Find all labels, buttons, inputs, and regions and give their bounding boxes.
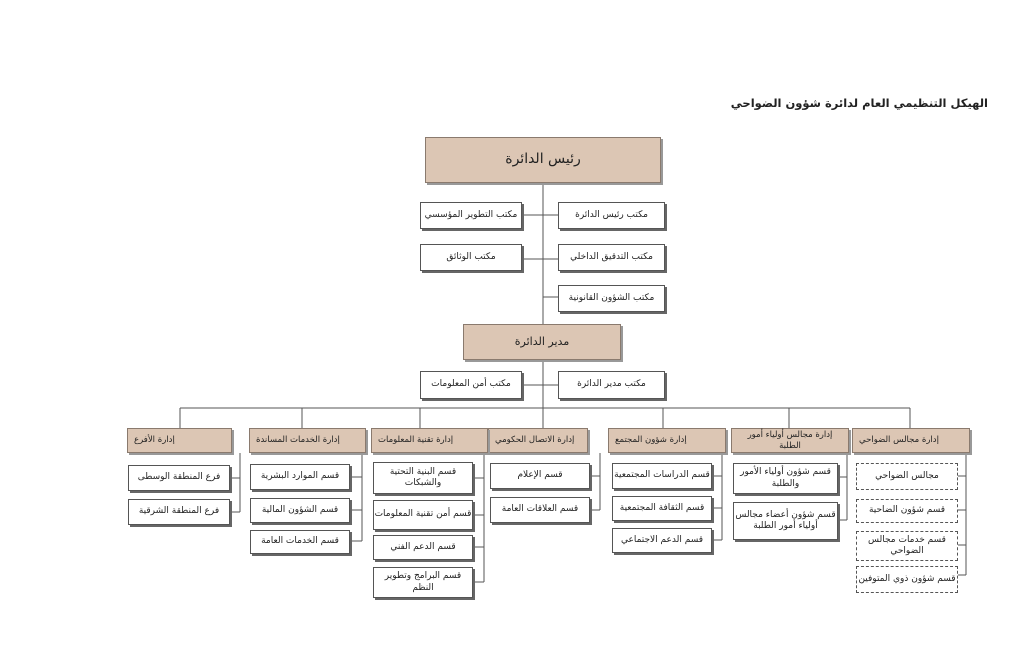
unit-community-studies: قسم الدراسات المجتمعية [612,463,712,489]
unit-infrastructure: قسم البنية التحتية والشبكات [373,462,473,494]
unit-human-resources: قسم الموارد البشرية [250,464,350,490]
dept-support-header: إدارة الخدمات المساندة [249,428,366,453]
unit-bereaved-affairs: قسم شؤون ذوي المتوفين [856,566,958,593]
unit-suburb-affairs: قسم شؤون الضاحية [856,499,958,523]
unit-general-services: قسم الخدمات العامة [250,530,350,554]
unit-suburb-councils: مجالس الضواحي [856,463,958,490]
unit-media: قسم الإعلام [490,463,590,489]
office-legal-box: مكتب الشؤون القانونية [558,285,665,312]
office-development-box: مكتب التطوير المؤسسي [420,202,522,229]
dept-branches-header: إدارة الأفرع [127,428,232,453]
unit-social-support: قسم الدعم الاجتماعي [612,528,712,553]
office-infosec-box: مكتب أمن المعلومات [420,371,522,399]
unit-eastern-branch: فرع المنطقة الشرقية [128,499,230,525]
unit-tech-support: قسم الدعم الفني [373,535,473,560]
dept-community-header: إدارة شؤون المجتمع [608,428,726,453]
unit-central-branch: فرع المنطقة الوسطى [128,465,230,491]
dept-parents-councils-header: إدارة مجالس أولياء أمور الطلبة [731,428,849,453]
head-box: رئيس الدائرة [425,137,661,183]
office-head-box: مكتب رئيس الدائرة [558,202,665,229]
unit-parents-members: قسم شؤون أعضاء مجالس أولياء أمور الطلبة [733,502,838,540]
director-box: مدير الدائرة [463,324,621,360]
office-director-box: مكتب مدير الدائرة [558,371,665,399]
office-documents-box: مكتب الوثائق [420,244,522,271]
unit-public-relations: قسم العلاقات العامة [490,497,590,523]
dept-gov-comm-header: إدارة الاتصال الحكومي [488,428,588,453]
unit-parents-students: قسم شؤون أولياء الأمور والطلبة [733,463,838,494]
unit-finance: قسم الشؤون المالية [250,498,350,523]
unit-systems-dev: قسم البرامج وتطوير النظم [373,567,473,598]
office-audit-box: مكتب التدقيق الداخلي [558,244,665,271]
unit-community-culture: قسم الثقافة المجتمعية [612,496,712,521]
dept-it-header: إدارة تقنية المعلومات [371,428,488,453]
unit-it-security: قسم أمن تقنية المعلومات [373,500,473,530]
unit-suburb-council-services: قسم خدمات مجالس الضواحي [856,531,958,561]
dept-suburb-councils-header: إدارة مجالس الضواحي [852,428,970,453]
page-title: الهيكل التنظيمي العام لدائرة شؤون الضواحي [730,96,988,110]
